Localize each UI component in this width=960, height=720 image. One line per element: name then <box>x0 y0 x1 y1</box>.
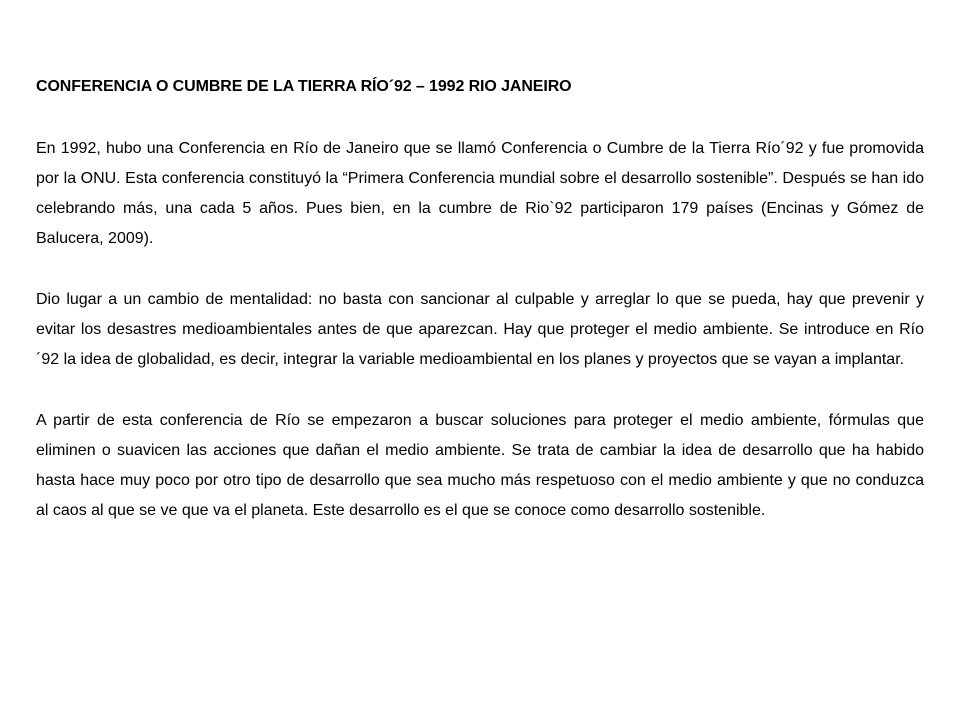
paragraph-sustainable-development: A partir de esta conferencia de Río se empezaron a buscar soluciones para proteger el medio ambiente, fórmulas que eliminen o suavicen las acciones que dañan el medio ambiente. Se trata de cambiar la idea de desarrollo que ha habido hasta hace muy poco por otro tipo de desarrollo que sea mucho más respetuoso con el medio ambiente y que no conduzca al caos al que se ve que va el planeta. Este desarrollo es el que se conoce como desarrollo sostenible. <box>36 412 924 519</box>
paragraph-intro: En 1992, hubo una Conferencia en Río de Janeiro que se llamó Conferencia o Cumbre de la Tierra Río´92 y fue promovida por la ONU. Esta conferencia constituyó la “Primera Conferencia mundial sobre el desarrollo sostenible”. Después se han ido celebrando más, una cada 5 años. Pues bien, en la cumbre de Rio`92 participaron 179 países (Encinas y Gómez de Balucera, 2009). <box>36 140 924 247</box>
document-title: CONFERENCIA O CUMBRE DE LA TIERRA RÍO´92 – 1992 RIO JANEIRO <box>36 78 572 95</box>
document-page <box>36 72 924 526</box>
paragraph-mentality-change: Dio lugar a un cambio de mentalidad: no basta con sancionar al culpable y arreglar lo que se pueda, hay que prevenir y evitar los desastres medioambientales antes de que aparezcan. Hay que proteger el medio ambiente. Se introduce en Río´92 la idea de globalidad, es decir, integrar la variable medioambiental en los planes y proyectos que se vayan a implantar. <box>36 291 924 368</box>
